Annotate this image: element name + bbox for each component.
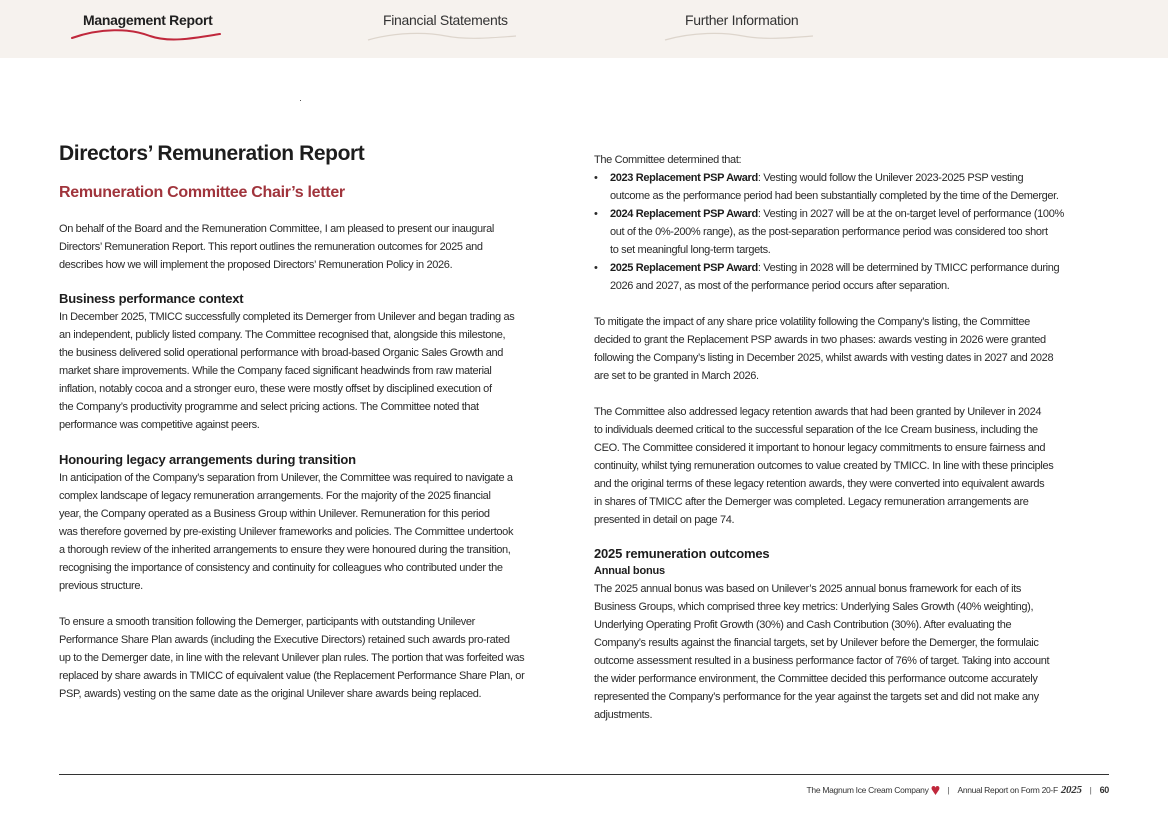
footer-separator: | <box>947 785 950 795</box>
brand-heart-icon <box>931 785 940 796</box>
tab-management-report[interactable]: Management Report <box>83 12 213 28</box>
list-item: • 2025 Replacement PSP Award: Vesting in 2028 will be determined by TMICC performance during 2026 and 2027, as most of the performance period occurs after separation. <box>594 259 1114 295</box>
left-column <box>59 142 579 703</box>
mitigate-paragraph: To mitigate the impact of any share price volatility following the Company’s listing, the Committee decided to grant the Replacement PSP awards in two phases: awards vesting in 2026 were granted following the Company’s listing in December 2025, whilst awards with vesting dates in 2027 and 2028 are set to be granted in March 2026. <box>594 316 1054 382</box>
stray-mark <box>300 100 301 101</box>
active-tab-underline <box>70 26 222 44</box>
intro-paragraph: On behalf of the Board and the Remuneration Committee, I am pleased to present our inaugural Directors’ Remuneration Report. This report outlines the remuneration outcomes for 2025 and describes how we will implement the proposed Directors’ Remuneration Policy in 2026. <box>59 223 494 271</box>
list-item: • 2023 Replacement PSP Award: Vesting would follow the Unilever 2023-2025 PSP vesting outcome as the performance period had been substantially completed by the time of the Demerger. <box>594 169 1114 205</box>
report-name: Annual Report on Form 20-F <box>957 785 1058 795</box>
award-list <box>594 169 1114 295</box>
bonus-heading: Annual bonus <box>594 565 665 577</box>
outcomes-heading: 2025 remuneration outcomes <box>594 546 770 561</box>
business-paragraph: In December 2025, TMICC successfully completed its Demerger from Unilever and began trading as an independent, publicly listed company. The Committee recognised that, alongside this milestone, the business delivered solid operational performance with broad-based Organic Sales Growth and market share improvements. While the Company faced significant headwinds from raw material inflation, notably cocoa and a stronger euro, these were mostly offset by disciplined execution of the Company’s productivity programme and select pricing actions. The Committee noted that performance was competitive against peers. <box>59 311 515 431</box>
tab-underline <box>366 26 518 44</box>
report-year: 2025 <box>1060 784 1082 796</box>
legacy-heading: Honouring legacy arrangements during transition <box>59 452 356 467</box>
tab-underline <box>663 26 815 44</box>
bonus-paragraph: The 2025 annual bonus was based on Unilever’s 2025 annual bonus framework for each of its Business Groups, which comprised three key metrics: Underlying Sales Growth (40% weighting), Underlying Operating Profit Growth (30%) and Cash Contribution (30%). After evaluating the Company’s results against the financial targets, set by Unilever before the Demerger, the formulaic outcome assessment resulted in a business performance factor of 76% of target. Taking into account the wider performance environment, the Committee decided this performance outcome accurately represented the Company’s performance for the year against the targets set and did not make any adjustments. <box>594 583 1050 721</box>
page-footer <box>807 784 1109 796</box>
page-number: 60 <box>1099 785 1109 795</box>
top-navigation <box>0 0 1168 58</box>
transition-paragraph: To ensure a smooth transition following the Demerger, participants with outstanding Unilever Performance Share Plan awards (including the Executive Directors) retained such awards pro-rated up to the Demerger date, in line with the relevant Unilever plan rules. The portion that was forfeited was replaced by share awards in TMICC of equivalent value (the Replacement Performance Share Plan, or PSP, awards) vesting on the same date as the original Unilever share awards being replaced. <box>59 616 525 700</box>
tab-financial-statements[interactable]: Financial Statements <box>383 12 508 28</box>
page-title: Directors’ Remuneration Report <box>59 142 365 165</box>
section-subtitle: Remuneration Committee Chair’s letter <box>59 184 345 201</box>
retention-paragraph: The Committee also addressed legacy retention awards that had been granted by Unilever in 2024 to individuals deemed critical to the successful separation of the Ice Cream business, including the CEO. The Committee considered it important to honour legacy commitments to ensure fairness and continuity, whilst tying remuneration outcomes to value created by TMICC. In line with these principles and the original terms of these legacy retention awards, they were converted into equivalent awards in shares of TMICC after the Demerger was completed. Legacy remuneration arrangements are presented in detail on page 74. <box>594 406 1054 526</box>
right-column <box>594 151 1114 724</box>
footer-separator: | <box>1089 785 1092 795</box>
tab-further-information[interactable]: Further Information <box>685 12 799 28</box>
legacy-paragraph: In anticipation of the Company’s separation from Unilever, the Committee was required to navigate a complex landscape of legacy remuneration arrangements. For the majority of the 2025 financial year, the Company operated as a Business Group within Unilever. Remuneration for this period was therefore governed by pre-existing Unilever frameworks and policies. The Committee undertook a thorough review of the inherited arrangements to ensure they were honoured during the transition, recognising the importance of consistency and continuity for colleagues who contributed under the previous structure. <box>59 472 514 592</box>
list-item: • 2024 Replacement PSP Award: Vesting in 2027 will be at the on-target level of performance (100% out of the 0%-200% range), as the post-separation performance period was considered too short to set meaningful long-term targets. <box>594 205 1114 259</box>
company-name: The Magnum Ice Cream Company <box>806 785 929 795</box>
business-heading: Business performance context <box>59 291 244 306</box>
footer-divider <box>59 774 1109 775</box>
determined-text: The Committee determined that: <box>594 154 742 166</box>
